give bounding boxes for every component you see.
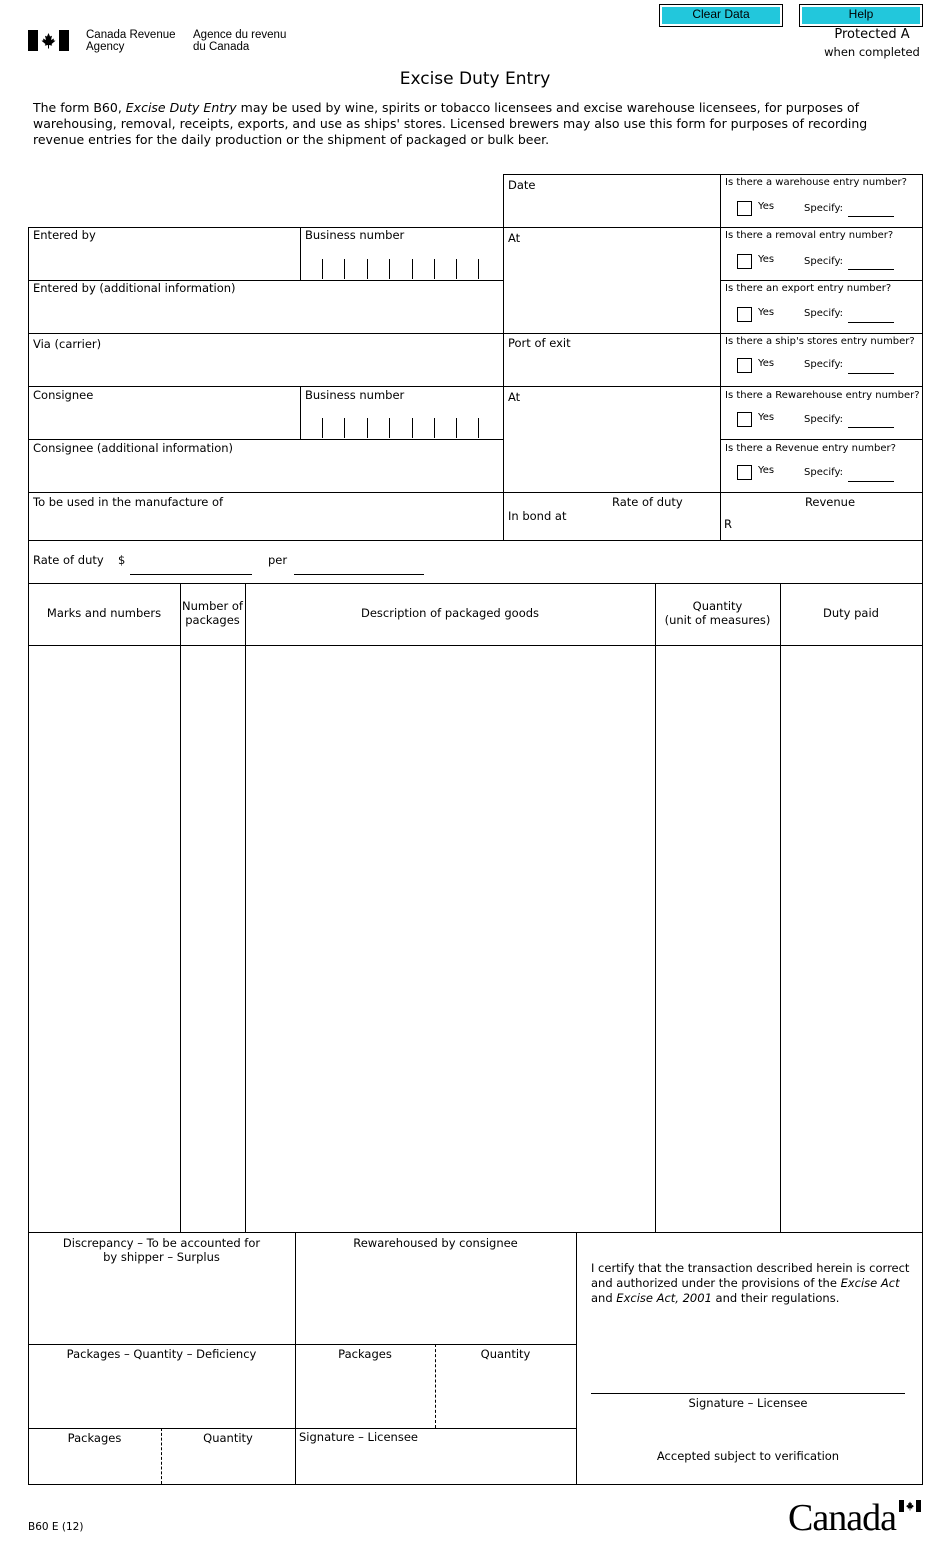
question-export-text: Is there an export entry number? — [725, 283, 892, 294]
at-field[interactable]: At — [508, 231, 521, 245]
revenue-field[interactable]: Revenue — [804, 495, 856, 509]
export-yes-checkbox[interactable] — [737, 307, 752, 322]
agency-name-fr — [193, 29, 286, 53]
page-title: Excise Duty Entry — [399, 69, 551, 89]
consignee-business-number-field[interactable]: Business number — [305, 388, 405, 402]
removal-specify-label: Specify: — [804, 256, 844, 267]
intro-form-name: Excise Duty Entry — [125, 100, 237, 115]
ships-stores-specify-input[interactable] — [848, 373, 894, 374]
num-packages-header-line1: Number of — [182, 599, 243, 613]
intro-paragraph — [33, 100, 918, 148]
deficiency-quantity-field[interactable]: Quantity — [203, 1431, 253, 1445]
revenue-yes-checkbox[interactable] — [737, 465, 752, 480]
revenue-specify-label: Specify: — [804, 467, 844, 478]
agency-fr-line2: du Canada — [193, 41, 250, 53]
question-revenue-text: Is there a Revenue entry number? — [725, 443, 896, 454]
canada-wordmark — [788, 1498, 922, 1538]
certify-line2-a: and authorized under the provisions of the — [591, 1276, 841, 1290]
certify-line1: I certify that the transaction described herein is correct — [591, 1261, 910, 1275]
num-packages-header — [180, 599, 245, 627]
duty-paid-header: Duty paid — [823, 606, 879, 620]
rewarehoused-packages-field[interactable]: Packages — [338, 1347, 392, 1361]
in-bond-at-field[interactable]: In bond at — [508, 509, 567, 523]
revenue-specify-input[interactable] — [848, 481, 894, 482]
help-button[interactable]: Help — [799, 4, 923, 27]
via-carrier-field[interactable]: Via (carrier) — [33, 337, 102, 351]
certify-line3 — [591, 1291, 916, 1306]
clear-data-button[interactable]: Clear Data — [659, 4, 783, 27]
port-of-exit-field[interactable]: Port of exit — [508, 336, 571, 350]
intro-pre: The form B60, — [33, 100, 126, 115]
intro-post: may be used by wine, spirits or tobacco licensees and excise warehouse licensees, for purposes of warehousing, removal, receipts, exports, and use as ships' stores. Licensed brewers may also use this form for purposes of recording revenue entries for the daily production or the shipment of packaged or bulk beer. — [33, 100, 868, 147]
certify-line2 — [591, 1276, 916, 1291]
entered-by-field[interactable]: Entered by — [33, 228, 96, 242]
discrepancy-field[interactable] — [28, 1236, 295, 1264]
question-ships-stores-text: Is there a ship's stores entry number? — [725, 336, 915, 347]
quantity-column-input[interactable] — [656, 646, 779, 1231]
per-label: per — [268, 553, 288, 567]
rate-per-input[interactable] — [294, 574, 424, 575]
num-packages-column-input[interactable] — [181, 646, 244, 1231]
quantity-header-line1: Quantity — [692, 599, 743, 613]
warehouse-yes-label: Yes — [758, 201, 775, 212]
canada-flag-icon — [28, 30, 69, 51]
question-removal-text: Is there a removal entry number? — [725, 230, 894, 241]
rewarehouse-yes-checkbox[interactable] — [737, 412, 752, 427]
agency-en-line2: Agency — [86, 41, 125, 53]
consignee-additional-field[interactable]: Consignee (additional information) — [33, 441, 234, 455]
certify-line3-b: Excise Act, 2001 — [616, 1291, 712, 1305]
rewarehouse-specify-label: Specify: — [804, 414, 844, 425]
removal-specify-input[interactable] — [848, 269, 894, 270]
certify-line3-c: and their regulations. — [711, 1291, 840, 1305]
num-packages-header-line2: packages — [185, 613, 240, 627]
agency-name-en — [86, 29, 176, 53]
rewarehouse-yes-label: Yes — [758, 412, 775, 423]
agency-en-line1: Canada Revenue — [86, 29, 176, 41]
signature-licensee-label: Signature – Licensee — [688, 1396, 808, 1410]
rate-of-duty-header: Rate of duty — [612, 495, 683, 509]
business-number-field[interactable]: Business number — [305, 228, 405, 242]
accepted-label: Accepted subject to verification — [656, 1449, 840, 1463]
marks-numbers-header: Marks and numbers — [46, 606, 162, 620]
protected-sub-label: when completed — [824, 45, 920, 59]
pkg-qty-deficiency-field[interactable]: Packages – Quantity – Deficiency — [66, 1347, 257, 1361]
agency-fr-line1: Agence du revenu — [193, 29, 287, 41]
discrepancy-line2: by shipper – Surplus — [103, 1250, 220, 1264]
ships-stores-specify-label: Specify: — [804, 359, 844, 370]
warehouse-yes-checkbox[interactable] — [737, 201, 752, 216]
certify-line2-b: Excise Act — [840, 1276, 900, 1290]
form-code: B60 E (12) — [28, 1521, 84, 1533]
entered-by-additional-field[interactable]: Entered by (additional information) — [33, 281, 236, 295]
export-specify-input[interactable] — [848, 322, 894, 323]
marks-numbers-column-input[interactable] — [29, 646, 179, 1231]
deficiency-packages-field[interactable]: Packages — [67, 1431, 122, 1445]
consignee-field[interactable]: Consignee — [33, 388, 94, 402]
protected-label: Protected A — [834, 27, 910, 42]
warehouse-specify-input[interactable] — [848, 216, 894, 217]
warehouse-specify-label: Specify: — [804, 203, 844, 214]
question-warehouse-text: Is there a warehouse entry number? — [725, 177, 907, 188]
dollar-sign: $ — [118, 553, 126, 567]
revenue-prefix: R — [724, 517, 732, 531]
export-specify-label: Specify: — [804, 308, 844, 319]
description-column-input[interactable] — [246, 646, 654, 1231]
rewarehoused-quantity-field[interactable]: Quantity — [480, 1347, 531, 1361]
quantity-header — [655, 599, 780, 627]
rate-amount-input[interactable] — [130, 574, 252, 575]
ships-stores-yes-label: Yes — [758, 358, 775, 369]
removal-yes-label: Yes — [758, 254, 775, 265]
canada-wordmark-text: Canada — [788, 1497, 896, 1539]
export-yes-label: Yes — [758, 307, 775, 318]
rewarehoused-field[interactable]: Rewarehoused by consignee — [353, 1236, 518, 1250]
certify-line3-a: and — [591, 1291, 617, 1305]
rate-of-duty-label: Rate of duty — [33, 553, 104, 567]
quantity-header-line2: (unit of measures) — [664, 613, 771, 627]
signature-line[interactable] — [591, 1393, 905, 1394]
rewarehouse-specify-input[interactable] — [848, 427, 894, 428]
signature-licensee-left-field[interactable]: Signature – Licensee — [299, 1430, 418, 1444]
date-field[interactable]: Date — [508, 178, 536, 192]
certification-text — [591, 1261, 916, 1306]
description-header: Description of packaged goods — [360, 606, 540, 620]
consignee-at-field[interactable]: At — [508, 390, 521, 404]
removal-yes-checkbox[interactable] — [737, 254, 752, 269]
revenue-yes-label: Yes — [758, 465, 775, 476]
ships-stores-yes-checkbox[interactable] — [737, 358, 752, 373]
question-rewarehouse-text: Is there a Rewarehouse entry number? — [725, 390, 920, 401]
manufacture-field[interactable]: To be used in the manufacture of — [33, 495, 224, 509]
wordmark-flag-icon — [899, 1500, 921, 1512]
discrepancy-line1: Discrepancy – To be accounted for — [62, 1236, 261, 1250]
duty-paid-column-input[interactable] — [781, 646, 921, 1231]
